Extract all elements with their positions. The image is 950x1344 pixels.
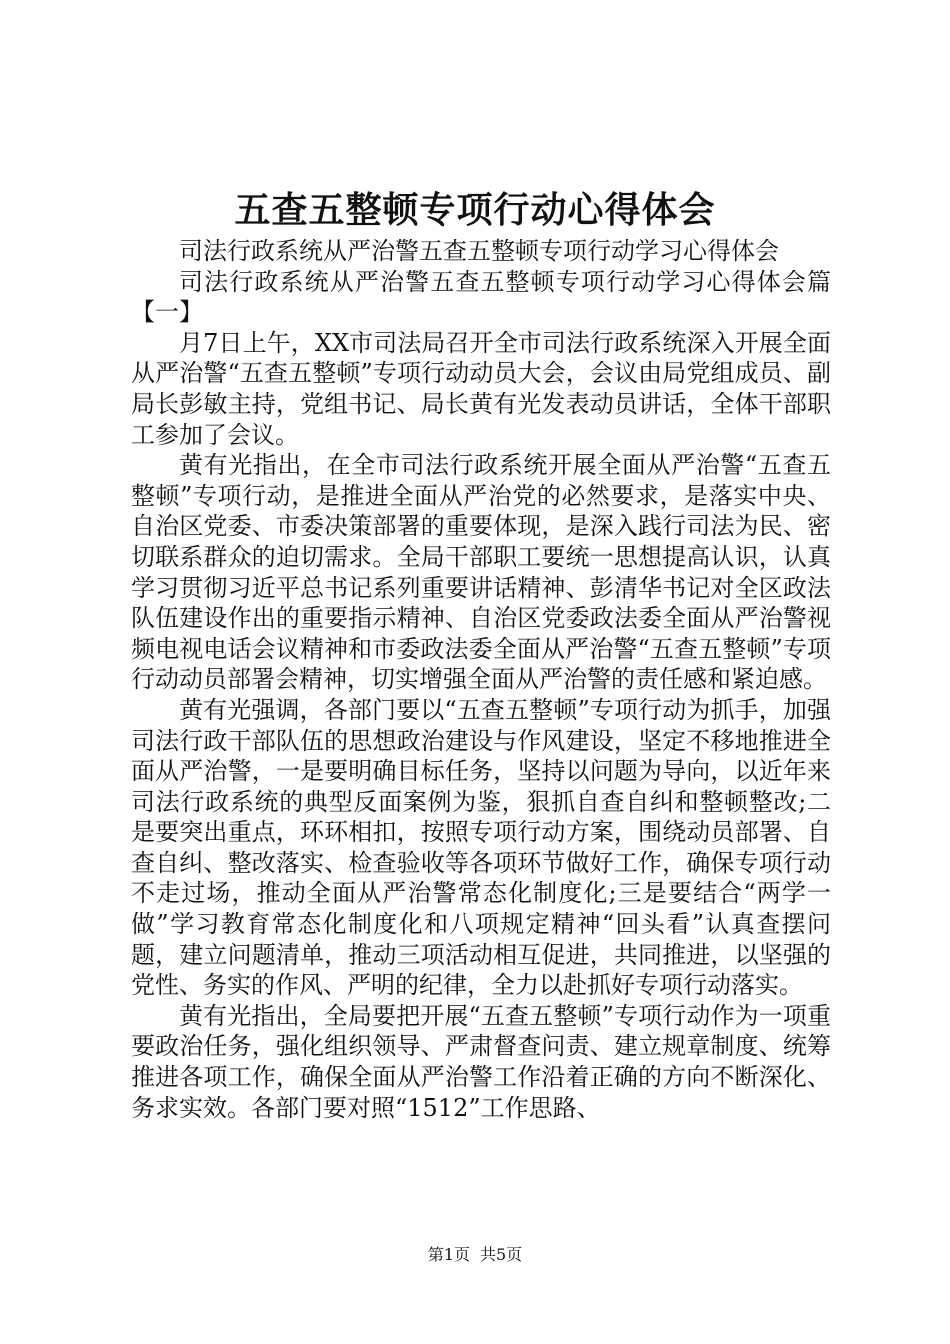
page-number: 第1页 <box>427 1245 470 1264</box>
page-footer <box>0 1244 950 1266</box>
document-body <box>131 236 831 1123</box>
paragraph-meeting: 月7日上午，XX市司法局召开全市司法行政系统深入开展全面从严治警“五查五整顿”专项行动动员大会，会议由局党组成员、副局长彭敏主持，党组书记、局长黄有光发表动员讲话，全体干部职工参加了会议。 <box>131 328 831 449</box>
paragraph-political-task: 黄有光指出，全局要把开展“五查五整顿”专项行动作为一项重要政治任务，强化组织领导、严肃督查问责、建立规章制度、统筹推进各项工作，确保全面从严治警工作沿着正确的方向不断深化、务求实效。各部门要对照“1512”工作思路、 <box>131 1001 831 1122</box>
paragraph-requirements: 黄有光强调，各部门要以“五查五整顿”专项行动为抓手，加强司法行政干部队伍的思想政治建设与作风建设，坚定不移地推进全面从严治警，一是要明确目标任务，坚持以问题为导向，以近年来司法行政系统的典型反面案例为鉴，狠抓自查自纠和整顿整改;二是要突出重点，环环相扣，按照专项行动方案，围绕动员部署、自查自纠、整改落实、检查验收等各项环节做好工作，确保专项行动不走过场，推动全面从严治警常态化制度化;三是要结合“两学一做”学习教育常态化制度化和八项规定精神“回头看”认真查摆问题，建立问题清单，推动三项活动相互促进，共同推进，以坚强的党性、务实的作风、严明的纪律，全力以赴抓好专项行动落实。 <box>131 695 831 1000</box>
page-total: 共5页 <box>480 1245 523 1264</box>
document-title: 五查五整顿专项行动心得体会 <box>234 189 716 231</box>
paragraph-significance: 黄有光指出，在全市司法行政系统开展全面从严治警“五查五整顿”专项行动，是推进全面从严治党的必然要求，是落实中央、自治区党委、市委决策部署的重要体现，是深入践行司法为民、密切联系群众的迫切需求。全局干部职工要统一思想提高认识，认真学习贯彻习近平总书记系列重要讲话精神、彭清华书记对全区政法队伍建设作出的重要指示精神、自治区党委政法委全面从严治警视频电视电话会议精神和市委政法委全面从严治警“五查五整顿”专项行动动员部署会精神，切实增强全面从严治警的责任感和紧迫感。 <box>131 451 831 694</box>
paragraph-section-heading: 司法行政系统从严治警五查五整顿专项行动学习心得体会篇【一】 <box>131 267 831 327</box>
paragraph-subtitle: 司法行政系统从严治警五查五整顿专项行动学习心得体会 <box>179 237 779 265</box>
